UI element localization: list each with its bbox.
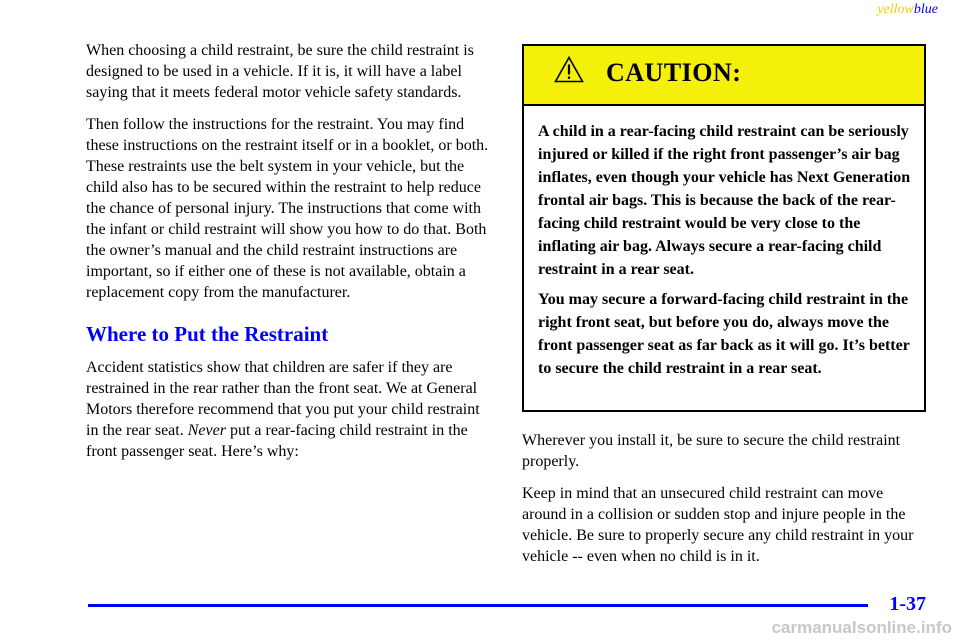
warning-triangle-icon xyxy=(554,56,584,83)
print-mark xyxy=(877,2,938,18)
caution-body xyxy=(524,106,924,380)
paragraph-choosing-restraint: When choosing a child restraint, be sure the child restraint is designed to be used in a vehicle. If it is, it will have a label saying that it meets federal motor vehicle safety standards. xyxy=(86,42,474,101)
caution-paragraph-forward-facing: You may secure a forward-facing child restraint in the right front seat, but before you do, always move the front passenger seat as far back as it will go. It’s better to secure the child restraint in a rear seat. xyxy=(538,291,910,377)
page-number: 1-37 xyxy=(889,593,926,615)
emphasis-never: Never xyxy=(187,422,226,439)
caution-paragraph-rear-facing: A child in a rear-facing child restraint can be seriously injured or killed if the right front passenger’s air bag inflates, even though your vehicle has Next Generation frontal air bags. This is because the back of the rear-facing child restraint would be very close to the inflating air bag. Always secure a rear-facing child restraint in a rear seat. xyxy=(538,123,911,278)
caution-header xyxy=(524,46,924,106)
caution-title: CAUTION: xyxy=(606,58,742,87)
caution-box xyxy=(522,44,926,412)
paragraph-accident-statistics xyxy=(86,357,494,462)
footer-rule xyxy=(88,604,868,607)
paragraph-text-end: put a rear-facing child restraint in the front passenger seat. Here’s why: xyxy=(86,422,468,460)
paragraph-unsecured-restraint: Keep in mind that an unsecured child restraint can move around in a collision or sudden stop and injure people in the vehicle. Be sure to properly secure any child restraint in your vehicle -- even when no child is in it. xyxy=(522,485,914,565)
paragraph-text-start: Accident statistics show that children are safer if they are restrained in the rear rather than the front seat. We at General Motors therefore recommend that you put your child restraint in the rear seat. xyxy=(86,359,480,439)
section-heading: Where to Put the Restraint xyxy=(86,322,329,346)
left-column xyxy=(86,40,494,473)
watermark: carmanualsonline.info xyxy=(771,618,952,637)
paragraph-follow-instructions: Then follow the instructions for the restraint. You may find these instructions on the restraint itself or in a booklet, or both. These restraints use the belt system in your vehicle, but the child also has to be secured within the restraint to help reduce the chance of personal injury. The instructions that come with the infant or child restraint will show you how to do that. Both the owner’s manual and the child restraint instructions are important, so if either one of these is not available, obtain a replacement copy from the manufacturer. xyxy=(86,116,489,301)
print-mark-yellow: yellow xyxy=(877,2,914,17)
right-column xyxy=(522,430,926,578)
print-mark-blue: blue xyxy=(913,2,938,17)
paragraph-install-properly: Wherever you install it, be sure to secure the child restraint properly. xyxy=(522,432,901,470)
